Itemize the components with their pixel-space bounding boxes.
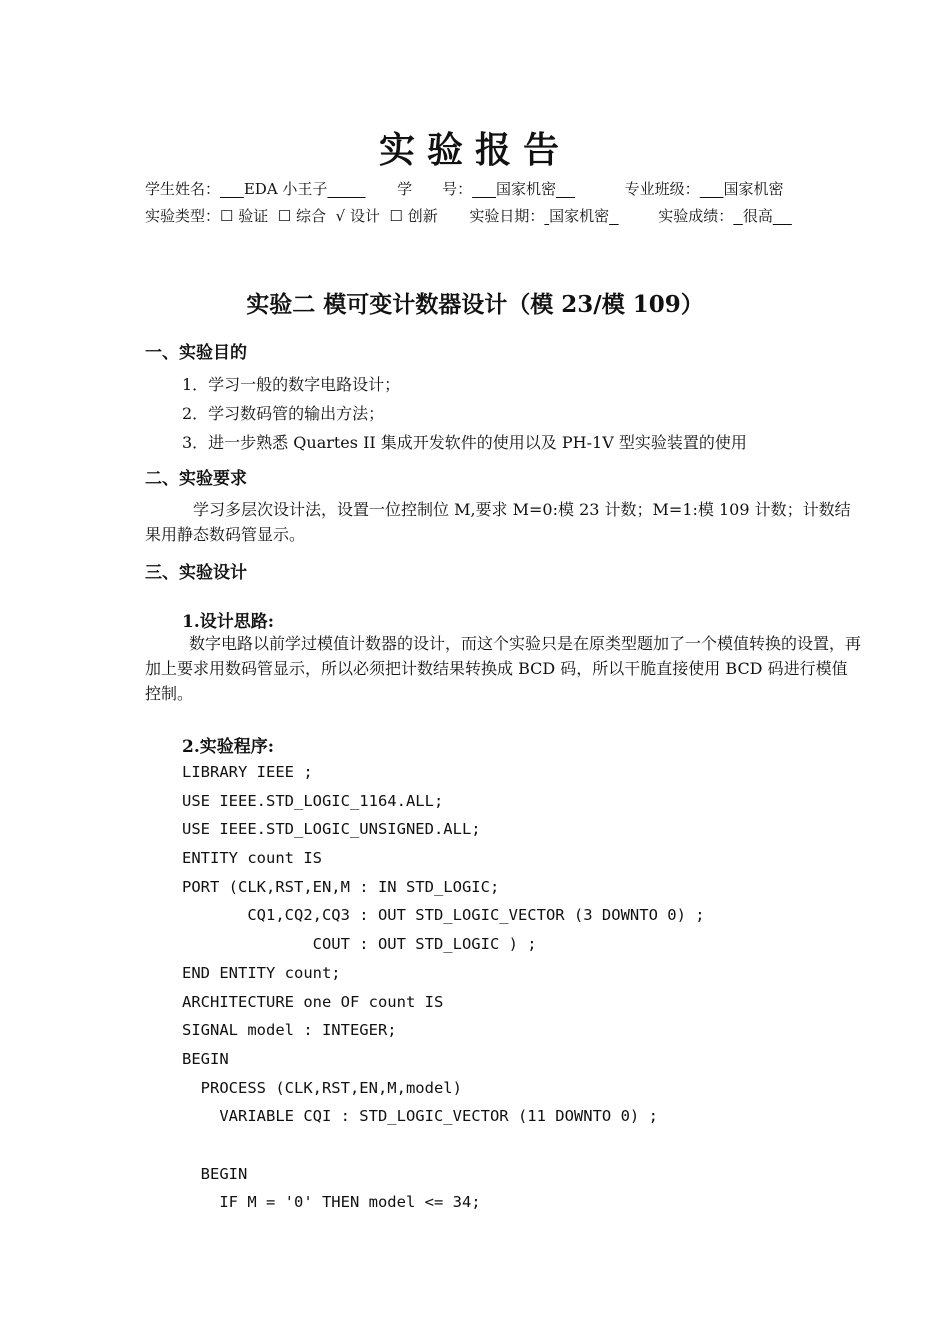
code-line (182, 1131, 705, 1160)
type-mark-comprehensive: ☐ (277, 207, 292, 225)
type-mark-innovate: ☐ (389, 207, 403, 225)
student-name-value: EDA 小王子 (243, 180, 328, 198)
objective-item-1: 1．学习一般的数字电路设计； (182, 375, 401, 394)
date-label: 实验日期： (469, 207, 545, 225)
code-line: SIGNAL model : INTEGER; (182, 1021, 397, 1040)
code-line: PORT (CLK,RST,EN,M : IN STD_LOGIC; (182, 877, 500, 896)
type-option-verify: 验证 (238, 207, 269, 225)
student-id-label: 学 号： (397, 180, 473, 198)
type-option-comprehensive: 综合 (296, 207, 327, 225)
section-1-heading: 一、实验目的 (145, 343, 247, 363)
objective-item-2: 2．学习数码管的输出方法； (182, 404, 385, 423)
code-line: LIBRARY IEEE ; (182, 763, 313, 781)
code-line: PROCESS (CLK,RST,EN,M,model) (182, 1078, 462, 1097)
date-value: 国家机密 (549, 207, 610, 225)
type-label: 实验类型： (145, 207, 221, 225)
code-line: USE IEEE.STD_LOGIC_UNSIGNED.ALL; (182, 820, 481, 839)
design-idea-heading: 1.设计思路: (182, 612, 275, 632)
code-line: USE IEEE.STD_LOGIC_1164.ALL; (182, 791, 444, 810)
section-2-heading: 二、实验要求 (145, 469, 247, 489)
major-class-label: 专业班级： (624, 180, 700, 198)
code-block (182, 758, 705, 1217)
grade-label: 实验成绩： (658, 207, 734, 225)
experiment-title: 实验二 模可变计数器设计（模 23/模 109） (246, 291, 704, 318)
check-mark: √ (335, 207, 346, 225)
program-heading: 2.实验程序: (182, 737, 275, 757)
code-line: END ENTITY count; (182, 963, 341, 982)
code-line: IF M = '0' THEN model <= 34; (182, 1193, 481, 1212)
section-3-heading: 三、实验设计 (145, 563, 247, 583)
code-line: COUT : OUT STD_LOGIC ) ; (182, 935, 537, 954)
objective-item-3: 3．进一步熟悉 Quartes II 集成开发软件的使用以及 PH-1V 型实验装置的使用 (182, 433, 747, 452)
design-idea-text: 数字电路以前学过模值计数器的设计，而这个实验只是在原类型题加了一个模值转换的设置，再加上要求用数码管显示，所以必须把计数结果转换成 BCD 码，所以干脆直接使用 BCD 码进行模值控制。 (145, 634, 862, 703)
report-title: 实验报告 (378, 129, 571, 171)
code-line: ARCHITECTURE one OF count IS (182, 992, 444, 1011)
type-option-innovate: 创新 (407, 207, 438, 225)
info-row-1 (145, 178, 784, 199)
grade-value: 很高 (742, 207, 773, 225)
code-line: CQ1,CQ2,CQ3 : OUT STD_LOGIC_VECTOR (3 DOWNTO 0) ; (182, 906, 705, 925)
code-line: BEGIN (182, 1049, 229, 1068)
code-line: BEGIN (182, 1164, 248, 1183)
info-row-2 (145, 205, 792, 226)
code-line: VARIABLE CQI : STD_LOGIC_VECTOR (11 DOWNTO 0) ; (182, 1107, 658, 1126)
student-name-label: 学生姓名： (145, 180, 221, 198)
code-line: ENTITY count IS (182, 849, 322, 868)
type-option-design: 设计 (349, 207, 380, 225)
major-class-value: 国家机密 (723, 180, 784, 198)
type-mark-verify: ☐ (220, 207, 234, 225)
student-id-value: 国家机密 (496, 180, 557, 198)
requirements-text: 学习多层次设计法，设置一位控制位 M,要求 M=0:模 23 计数；M=1:模 109 计数；计数结果用静态数码管显示。 (145, 500, 851, 544)
